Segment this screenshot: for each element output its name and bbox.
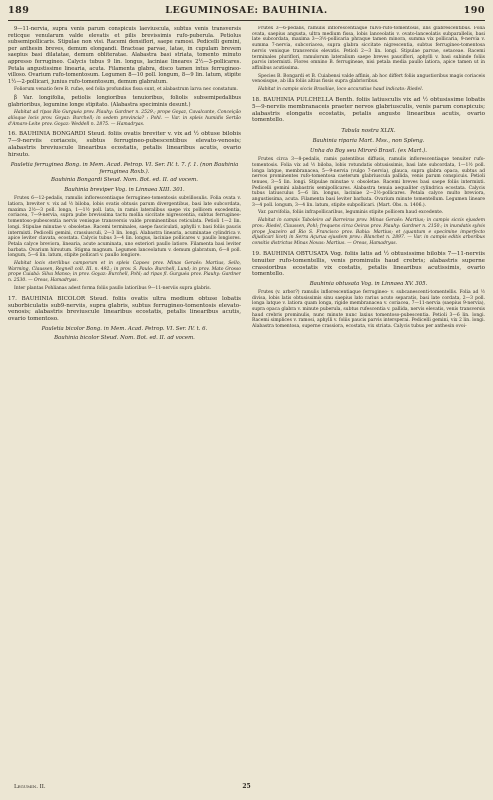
habitat-paragraph: Habitat ad ripas Rio Gurguéa prov. Piauhy: Gardner n. 2529.; prope Goyaz, Cavalcante, Conceição aliisque locis prov. Goyaz: Burchell; in sedem provincia? : Pohl. — Var. in spleis humidis Sertão d'Amaro-Leite prov. Goyaz: Weddell n. 2875. — Hamadryas. — [8, 110, 241, 127]
species-heading-16: 16. BAUHINIA BONGARDI Steud. foliis ovatis breviter v. vix ad ½ obtuse bilobis 7—9-nerviis coriaceis, subtus ferrugineo-pubescentibus elevato-venosis; alabastris breviuscule linearibus ecostatis, petalis linearibus acutis, ovario hirsuto. — [8, 131, 241, 159]
habitat-paragraph: Habitat in campis Taboleiro ad Barreiras prov. Minas Geraës: Martius; in campis siccis ejusdem prov.: Riedel, Claussen, Pohl; frequens circa Oeiras prov. Piauhy: Gardner n. 2150.; in inundatis sylvis prope Joazeiro ad Rio S. Francisco prov. Bahia: Martius; et (quantum e speciminе imperfecto dijudicari licet) in Serra Açurua ejusdem prov.: Blanchet n. 2897. — Var. in campis editis arboribus consitis districtus Minas Novas: Martius. — Oreas, Hamadryas. — [252, 218, 485, 246]
synonym-reference: Bauhinia obtusata Vog. in Linnaea XV. 305. — [309, 281, 428, 288]
species-heading-18: 18. BAUHINIA PULCHELLA Benth. foliis latiusculis vix ad ½ obtusissime lobatis 5—9-nerviis membranaceis praeter nervos glabriusculis, venis parum conspicuis; alabastris elongatis ecostatis, petalis anguste linearibus acutis, ovario tomentello. — [252, 96, 485, 124]
habitat-paragraph: Habitat locis sterilibus camporum et in spleis Capoes prov. Minas Geraës: Martius, Sello, Warming, Claussen, Regnell coll. III. n. 492.; in prov. S. Paulo: Burchell, Lund; in prov. Mato Grosso prope Cuiabá: Silva Manso; in prov. Goyaz: Burchell, Pohl; ad ripas fl. Gurguéa prov. Piauhy: Gardner n. 2530. — Oreas, Hamadryas. — [8, 261, 241, 284]
paragraph: 9—11-nervia, supra venis parum conspicuis laeviuscula, subtus venis transversis reticque venularum valde elevatis et pilis brevissimis rufo-puberula. Petiolus subsemipollicaris. Stipulae non visi. Racemi densiflori, saepe ramosi. Pedicelli gemini, per anthesin breves, demum elongandi. Bracteae parvae, latae, in cupulam brevem saepius basi dilatatae, demum obliteratae. Alabastra basi striata, tomento minuto appresso ferrugineo. Calycis tubus 9 lin. longus, laciniae lineares 2½—3-pollicares. Petala angustissime linearia, acuta. Filamenta glabra, disco tamen intus ferrugineo-villoso. Ovarium rufo-tomentosum. Legumen 8—10 poll. longum, 8—9 lin. latum, stipite 1½—2-pollicari, junius rufo-tomentosum, demum glabratum. — [8, 26, 241, 85]
description-paragraph: Frutex circa 3—8-pedalis, ramis patentibus diffusis, ramulis inflorescentiaque tenuiter rufo-tomentosis. Folia vix ad ½ biloba, lobis rotundatis obtusissimis, basi late subcordata, 1—1½ poll. longa latque, membranacea, 5—9-nervia (vulgo 7-nervia), glauca, supra glabra opaca, subtus ad nervos prominentes rufo-tomentosa caeterum glabriuscula pallida, venis parum conspicuis. Petioli tenues, 3—5 lin. longi. Stipulae minutae v. obsoletae. Racemi breves basi saepe foliis intermixti. Pedicelli gemini alabastris semipollicares. Alabastra tenuia aequaliter cylindrica ecostata. Calycis tubus latiusculus 5—6 lin. longus, laciniae 2—2½-pollicares. Petala calyce multo breviora, angustissima, acuta. Filamenta basi leviter barbata. Ovarium minute tomentellum. Legumen lineare 3—4 poll. longum, 3—4 lin. latum, stipite subpollicari. (Mart. Obs. n. 1406.). — [252, 157, 485, 208]
synonym-reference: Pauletia bicolor Bong. in Mem. Acad. Petrop. VI. Ser. IV. t. 6. — [41, 326, 208, 333]
header-rule — [8, 20, 485, 21]
synonym-reference: Bauhinia Bongardi Steud. Nom. Bot. ed. II. ad vocem. — [51, 177, 198, 184]
running-header — [8, 5, 485, 21]
page-number-left: 189 — [8, 5, 30, 16]
description-paragraph: Frutex 6—12-pedalis, ramulis inflorescentiaque ferrugineo-tomentosis subvillosulis. Folia ovata v. latiora, breviter v. vix ad ½ biloba, lobis ovatis obtusis parum divergentibus, basi late subcordata, maxima 2½—3 poll. longa, 1—1½ poll. lata, in ramis lateralibus saepe vix pollicem excedentia, coriacea, 7—9-nervia, supra pube brevissima tactu mollia siccitate nigrescentia, subtus ferrugineo-tomentoso-pubescentia nervis venisque transversis valde prominentibus reticulata. Petioli 1—2 lin. longi. Stipulae minutae v. obsoletae. Racemi terminales, saepe fasciculati, aphylli v. basi foliis paucis intermixti. Pedicelli gemini, crassiusculi, 2—3 lin. longi. Alabastra linearia, acuminatae cylindrica v. apice leviter clavata, ecostata. Calycis tubus 3—4 lin. longus, laciniae pollicares v. paullo longiores. Petala calyce breviora, linearia, acute acuminata, uno exteriori paullo latiore. Filamenta basi leviter barbata. Ovarium hirsutum. Stigma magnum. Legumen lanceolatum v. demum glabratum, 6—8 poll. longum, 5—6 lin. latum, stipite pollicari v. paullo longiore. — [8, 196, 241, 259]
synonym-reference: Bauhinia bicolor Steud. Nom. Bot. ed. II. ad vocem. — [54, 334, 195, 341]
sheet-number: 25 — [242, 783, 251, 790]
paragraph: β Var. longifolia, petiolis longioribus tenuioribus, foliolis subsemipedalibus glabrioribus, legumine longe stipitato. (Alabastra speciminis desunt.) — [8, 95, 241, 108]
note-paragraph: Species B. Bongardi et B. Cuiabensi valde affinis, ab hoc differt foliis angustioribus magis coriaceis venosisque, ab illa foliis altius fissis supra glabrioribus. — [252, 73, 485, 85]
right-column — [252, 26, 485, 796]
description-paragraph: Frutex 3—6-pedalis, ramulis inflorescentiaque fulvo-rufo-tomentosis, illis glabrescentibus. Folia ovata, saepius angusta, ultra medium fissa, lobis lanceolatis v. ovato-lanceolatis subparallelis, basi late subcordata, maxima 3—3½-pollicaria phraque tamen minora, summa vix pollicaria, 9-nervia v. summa 7-nervia, subcoriacea, supra glabra siccitate nigrescentia, subtus ferrugineo-tomentosa nervis venisque transversis elevatis. Petioli 2—3 lin. longi. Stipulae parvae, setaceae. Racemi terminales pluriflori, ramulorum lateralium saepe breves pauciflori, aphylli v. basi subinde foliis parvis intermixti. Flores omnino B. ferrugineae, nisi petala media paullo latiora, apice tamen ut in affinibus acutissima. — [252, 26, 485, 71]
synonym-reference: Bauhinia breviper Vog. in Linnaea XIII. 301. — [64, 186, 185, 193]
synonym-reference: Pauletia ferruginea Bong. in Mem. Acad. Petrop. VI. Ser. IV. t. 7. f. 1. (non Bauhinia ferruginea Roxb.). — [10, 161, 239, 175]
synonym-reference: Bauhinia riparia Mart. Mss., non Spleng. — [312, 137, 425, 144]
species-heading-19: 19. BAUHINIA OBTUSATA Vog. foliis latis ad ½ obtusissime bilobis 7—11-nerviis tenuiter rufo-tomentellis, venis prominulis haud crebris; alabastris superne crassioribus ecostatis vix costatis, petalis linearibus acutissimis, ovario tomentello. — [252, 250, 485, 278]
signature-mark: Legumin. II. — [14, 784, 46, 790]
note-paragraph: Inter plantas Pohlianas adest forma foliis paullo latioribus 9—11-nerviis supra glabris. — [14, 285, 212, 291]
left-column — [8, 26, 241, 796]
species-heading-17: 17. BAUHINIA BICOLOR Steud. foliis ovatis ultra medium obtuse lobatis suborbiculatis sub9-nerviis, supra glabris, subtus ferrugineo-tomentosis elevato-venosis; alabastris breviuscule linearibus ecostatis, petalis linearibus acutis, ovario tomentoso. — [8, 295, 241, 323]
habitat-paragraph: Habitat in campis siccis Brasiliae, loco accuratius haud indicato: Riedel. — [258, 87, 424, 93]
synonym-reference: Unha do Boy seu Miroró Brasil. (ex Mart.). — [310, 147, 427, 154]
running-title: LEGUMINOSAE: BAUHINIA. — [165, 5, 328, 16]
plate-reference: Tabula nostra XLIX. — [341, 128, 396, 135]
variety-paragraph: Var. parvifolia, foliis infrapollicaribus, leguminis stipite pollicem haud excedente. — [258, 210, 444, 216]
description-paragraph: Frutex (v. arbor?) ramulis inflorescentiaque ferrugineo- v. subcanescenti-tomentellis. Folia ad ½ divisa, lobis latis obtusissimis sinu saepius lato rarius acuto separatis, basi late cordata, 2—3 poll. longa latque v. latiora quam longa, rigide membranacea v. coriacea, 7—11-nervia (saepius 9-nervia), supra opaca glabra v. minute puberula, subtus rufescentia v. pallida, nervis elevatis, venis transversis haud crebris prominulis, nunc minute nunc laxius tomentoso-pubescentia. Petioli 3—6 lin. longi. Racemi simplices v. ramosi, aphylli v. foliis paucis parvis intersperai. Pedicelli gemini, vix 2 lin. longi. Alabastra tomentosa, superne crassiora, ecostata, vix striata. Calycis tubus per anthesin ovoi- — [252, 289, 485, 330]
note-paragraph: Foliorum venatio fere B. rufae, sed folia profundius fissa sunt, et alabastrum larva nec constatum. — [14, 87, 238, 93]
page-number-right: 190 — [463, 5, 485, 16]
